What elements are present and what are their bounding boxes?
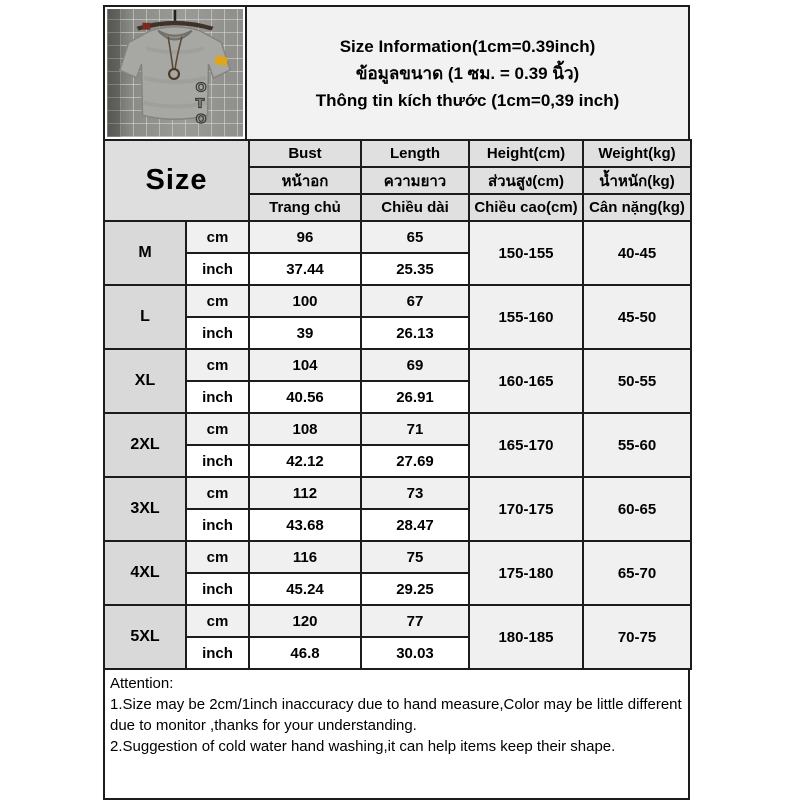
length-inch-value: 29.25 <box>361 573 469 605</box>
length-cm-value: 71 <box>361 413 469 445</box>
col-header-weight-th: น้ำหนัก(kg) <box>583 167 691 194</box>
length-inch-value: 26.91 <box>361 381 469 413</box>
length-inch-value: 28.47 <box>361 509 469 541</box>
bust-cm-value: 104 <box>249 349 361 381</box>
shirt-print-text: O <box>195 80 207 96</box>
attention-box <box>103 668 690 800</box>
size-row-cm <box>104 541 691 573</box>
height-range-value: 150-155 <box>469 221 583 285</box>
title-line-vi: Thông tin kích thước (1cm=0,39 inch) <box>315 90 620 110</box>
col-header-height-vi: Chiều cao(cm) <box>469 194 583 221</box>
length-inch-value: 27.69 <box>361 445 469 477</box>
weight-range-value: 45-50 <box>583 285 691 349</box>
height-range-value: 155-160 <box>469 285 583 349</box>
size-row-cm <box>104 285 691 317</box>
bust-inch-value: 42.12 <box>249 445 361 477</box>
unit-label-inch: inch <box>186 445 249 477</box>
size-row-cm <box>104 477 691 509</box>
height-range-value: 165-170 <box>469 413 583 477</box>
unit-label-cm: cm <box>186 477 249 509</box>
col-header-bust-en: Bust <box>249 140 361 167</box>
col-header-length-en: Length <box>361 140 469 167</box>
attention-note: 1.Size may be 2cm/1inch inaccuracy due to hand measure,Color may be little different due to monitor ,thanks for your understanding. <box>110 696 682 734</box>
size-label: 2XL <box>104 413 186 477</box>
length-cm-value: 65 <box>361 221 469 253</box>
svg-text:T: T <box>195 96 205 112</box>
bust-cm-value: 100 <box>249 285 361 317</box>
length-inch-value: 26.13 <box>361 317 469 349</box>
bust-cm-value: 96 <box>249 221 361 253</box>
weight-range-value: 70-75 <box>583 605 691 669</box>
weight-range-value: 65-70 <box>583 541 691 605</box>
bust-inch-value: 45.24 <box>249 573 361 605</box>
bust-inch-value: 37.44 <box>249 253 361 285</box>
unit-label-cm: cm <box>186 541 249 573</box>
size-label: 5XL <box>104 605 186 669</box>
bust-cm-value: 112 <box>249 477 361 509</box>
unit-label-inch: inch <box>186 509 249 541</box>
size-chart <box>103 5 690 800</box>
size-label: L <box>104 285 186 349</box>
col-header-length-vi: Chiều dài <box>361 194 469 221</box>
col-header-bust-vi: Trang chủ <box>249 194 361 221</box>
svg-text:O: O <box>195 112 207 128</box>
tshirt-illustration <box>107 9 243 137</box>
col-header-height-en: Height(cm) <box>469 140 583 167</box>
height-range-value: 160-165 <box>469 349 583 413</box>
size-label: 3XL <box>104 477 186 541</box>
unit-label-cm: cm <box>186 413 249 445</box>
col-header-height-th: ส่วนสูง(cm) <box>469 167 583 194</box>
weight-range-value: 40-45 <box>583 221 691 285</box>
bust-cm-value: 120 <box>249 605 361 637</box>
weight-range-value: 55-60 <box>583 413 691 477</box>
bust-inch-value: 46.8 <box>249 637 361 669</box>
size-label: M <box>104 221 186 285</box>
attention-heading: Attention: <box>110 675 174 692</box>
unit-label-inch: inch <box>186 317 249 349</box>
col-header-weight-vi: Cân nặng(kg) <box>583 194 691 221</box>
length-cm-value: 75 <box>361 541 469 573</box>
unit-label-cm: cm <box>186 221 249 253</box>
unit-label-inch: inch <box>186 637 249 669</box>
size-row-cm <box>104 413 691 445</box>
unit-label-cm: cm <box>186 349 249 381</box>
length-inch-value: 30.03 <box>361 637 469 669</box>
unit-label-inch: inch <box>186 381 249 413</box>
length-cm-value: 77 <box>361 605 469 637</box>
bust-inch-value: 43.68 <box>249 509 361 541</box>
bust-inch-value: 40.56 <box>249 381 361 413</box>
size-header-cell: Size <box>104 140 249 221</box>
bust-cm-value: 116 <box>249 541 361 573</box>
title-block <box>247 7 688 139</box>
weight-range-value: 60-65 <box>583 477 691 541</box>
unit-label-inch: inch <box>186 573 249 605</box>
weight-range-value: 50-55 <box>583 349 691 413</box>
title-line-th: ข้อมูลขนาด (1 ซม. = 0.39 นิ้ว) <box>355 63 580 83</box>
product-photo <box>107 9 243 137</box>
product-photo-cell <box>105 7 247 139</box>
size-info-header <box>103 5 690 141</box>
title-line-en: Size Information(1cm=0.39inch) <box>339 36 596 56</box>
col-header-length-th: ความยาว <box>361 167 469 194</box>
size-label: 4XL <box>104 541 186 605</box>
height-range-value: 170-175 <box>469 477 583 541</box>
size-row-cm <box>104 349 691 381</box>
size-row-cm <box>104 221 691 253</box>
col-header-bust-th: หน้าอก <box>249 167 361 194</box>
attention-note: 2.Suggestion of cold water hand washing,it can help items keep their shape. <box>110 738 616 755</box>
height-range-value: 175-180 <box>469 541 583 605</box>
bust-cm-value: 108 <box>249 413 361 445</box>
length-cm-value: 73 <box>361 477 469 509</box>
unit-label-inch: inch <box>186 253 249 285</box>
length-cm-value: 69 <box>361 349 469 381</box>
length-inch-value: 25.35 <box>361 253 469 285</box>
size-table-body <box>104 221 691 669</box>
size-table-header <box>104 140 691 221</box>
bust-inch-value: 39 <box>249 317 361 349</box>
size-table <box>103 139 692 670</box>
col-header-weight-en: Weight(kg) <box>583 140 691 167</box>
length-cm-value: 67 <box>361 285 469 317</box>
size-label: XL <box>104 349 186 413</box>
unit-label-cm: cm <box>186 285 249 317</box>
unit-label-cm: cm <box>186 605 249 637</box>
height-range-value: 180-185 <box>469 605 583 669</box>
size-row-cm <box>104 605 691 637</box>
